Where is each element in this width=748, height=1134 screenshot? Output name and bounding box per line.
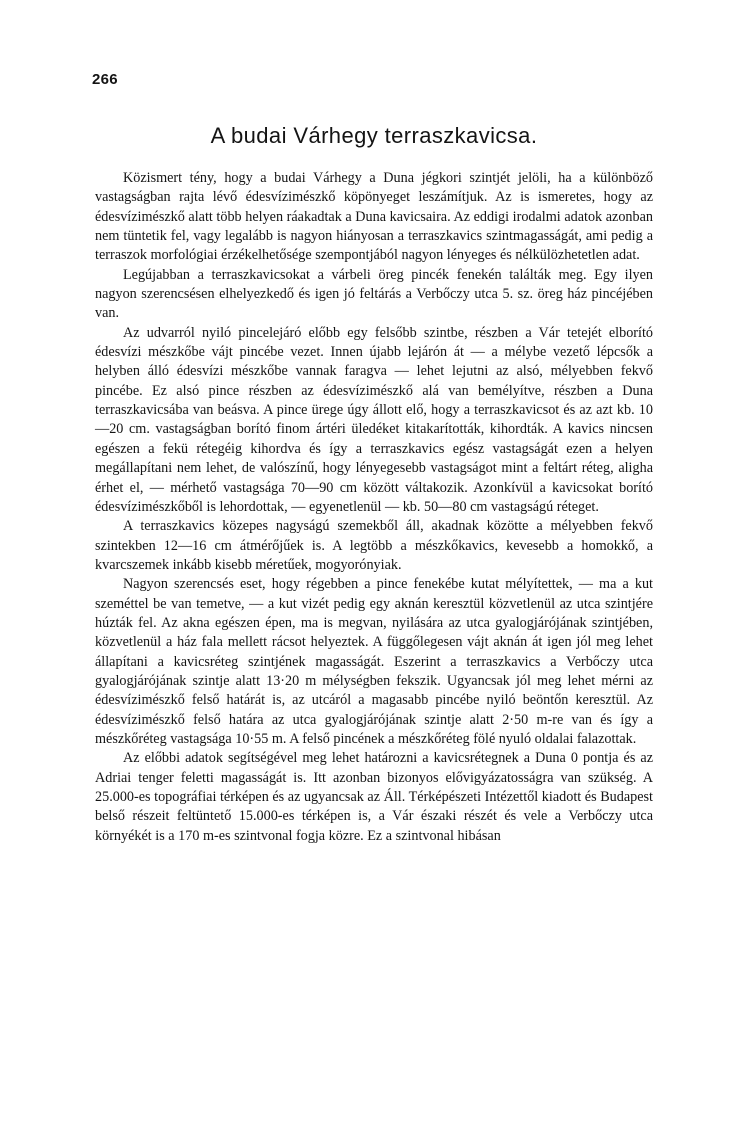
paragraph-5: Nagyon szerencsés eset, hogy régebben a pince fenekébe kutat mélyítettek, — ma a kut szeméttel be van temetve, — a kut vizét pedig egy aknán keresztül közvetlenül az utca szintjére húzták fel. Az akna egészen épen, ma is megvan, nyilására az utca gyalogjárójának szintjében, közvetlenül a ház fala mellett rácsot helyeztek. A függőlegesen vájt aknán át igen jól meg lehet állapítani a kavicsréteg szintjének magasságát. Eszerint a terraszkavics a Verbőczy utca gyalogjárójának szintje alatt 13·20 m mélységben fekszik. Ugyancsak jól meg lehet mérni az édesvízimészkő felső határát is, az utcáról a magasabb pincébe nyiló beöntőn keresztül. Az édesvízimészkő felső határa az utca gyalogjárójának szintje alatt 2·50 m-re van és így a mészkőréteg vastagsága 10·55 m. A felső pincének a mészkőréteg fölé nyuló oldalai falazottak. bbox=[95, 576, 653, 747]
article-title: A budai Várhegy terraszkavicsa. bbox=[210, 123, 538, 148]
paragraph-1: Közismert tény, hogy a budai Várhegy a Duna jégkori szintjét jelöli, ha a különböző vastagságban rajta lévő édesvízimészkő köpönyeget leszámítjuk. Az is ismeretes, hogy az édesvízimészkő alatt több helyen ráakadtak a Duna kavicsaira. Az eddigi irodalmi adatok azonban nem tüntetik fel, vagy legalább is nagyon hiányosan a terraszkavics szintmagasságát, ami pedig a terraszok morfológiai érzékelhetősége szempontjából nagyon lényeges és nélkülözhetetlen adat. bbox=[95, 170, 653, 264]
paragraph-6: Az előbbi adatok segítségével meg lehet határozni a kavicsrétegnek a Duna 0 pontja és az Adriai tenger feletti magasságát is. Itt azonban bizonyos elővigyázatosságra van szükség. A 25.000-es topográfiai térképen és az ugyancsak az Áll. Térképészeti Intézettől kiadott és Budapest belső részeit feltüntető 15.000-es térképen is, a Vár északi részét és vele a Verbőczy utca környékét is a 170 m-es szintvonal fogja közre. Ez a szintvonal hibásan bbox=[95, 750, 653, 844]
page-number: 266 bbox=[92, 71, 118, 88]
paragraph-2: Legújabban a terraszkavicsokat a várbeli öreg pincék fenekén találták meg. Egy ilyen nagyon szerencsésen elhelyezkedő és igen jó feltárás a Verbőczy utca 5. sz. öreg ház pincéjében van. bbox=[95, 266, 653, 322]
article-body bbox=[95, 169, 653, 846]
paragraph-4: A terraszkavics közepes nagyságú szemekből áll, akadnak közötte a mélyebben fekvő szintekben 12—16 cm átmérőjűek is. A legtöbb a mészkőkavics, kevesebb a homokkő, a kvarcszemek inkább kisebb méretűek, mogyorónyiak. bbox=[95, 518, 653, 573]
paragraph-3: Az udvarról nyiló pincelejáró előbb egy felsőbb szintbe, részben a Vár tetejét elborító édesvízi mészkőbe vájt pincébe vezet. Innen újabb lejárón át — a mélybe vezető lépcsők a helyben álló édesvízi mészkőbe vannak faragva — lehet lejutni az alsó, mélyebben fekvő pincébe. Ez alsó pince részben az édesvízimészkő alá van bemélyítve, részben a Duna terraszkavicsába van beásva. A pince ürege úgy állott elő, hogy a terraszkavicsot és az azt kb. 10—20 cm. vastagságban borító finom ártéri üledéket kitakarították, kihordták. A kavics nincsen egészen a fekü rétegéig kihordva és így a terraszkavics egész vastagságát ezen a helyen megállapítani nem lehet, de valószínű, hogy lényegesebb vastagságot mint a feltárt réteg, aligha érhet el, — mérhető vastagsága 70—90 cm között váltakozik. Azonkívül a kavicsokat borító édesvízimészkőből is lehordottak, — egyenetlenül — kb. 50—80 cm vastagságú réteget. bbox=[95, 324, 653, 515]
